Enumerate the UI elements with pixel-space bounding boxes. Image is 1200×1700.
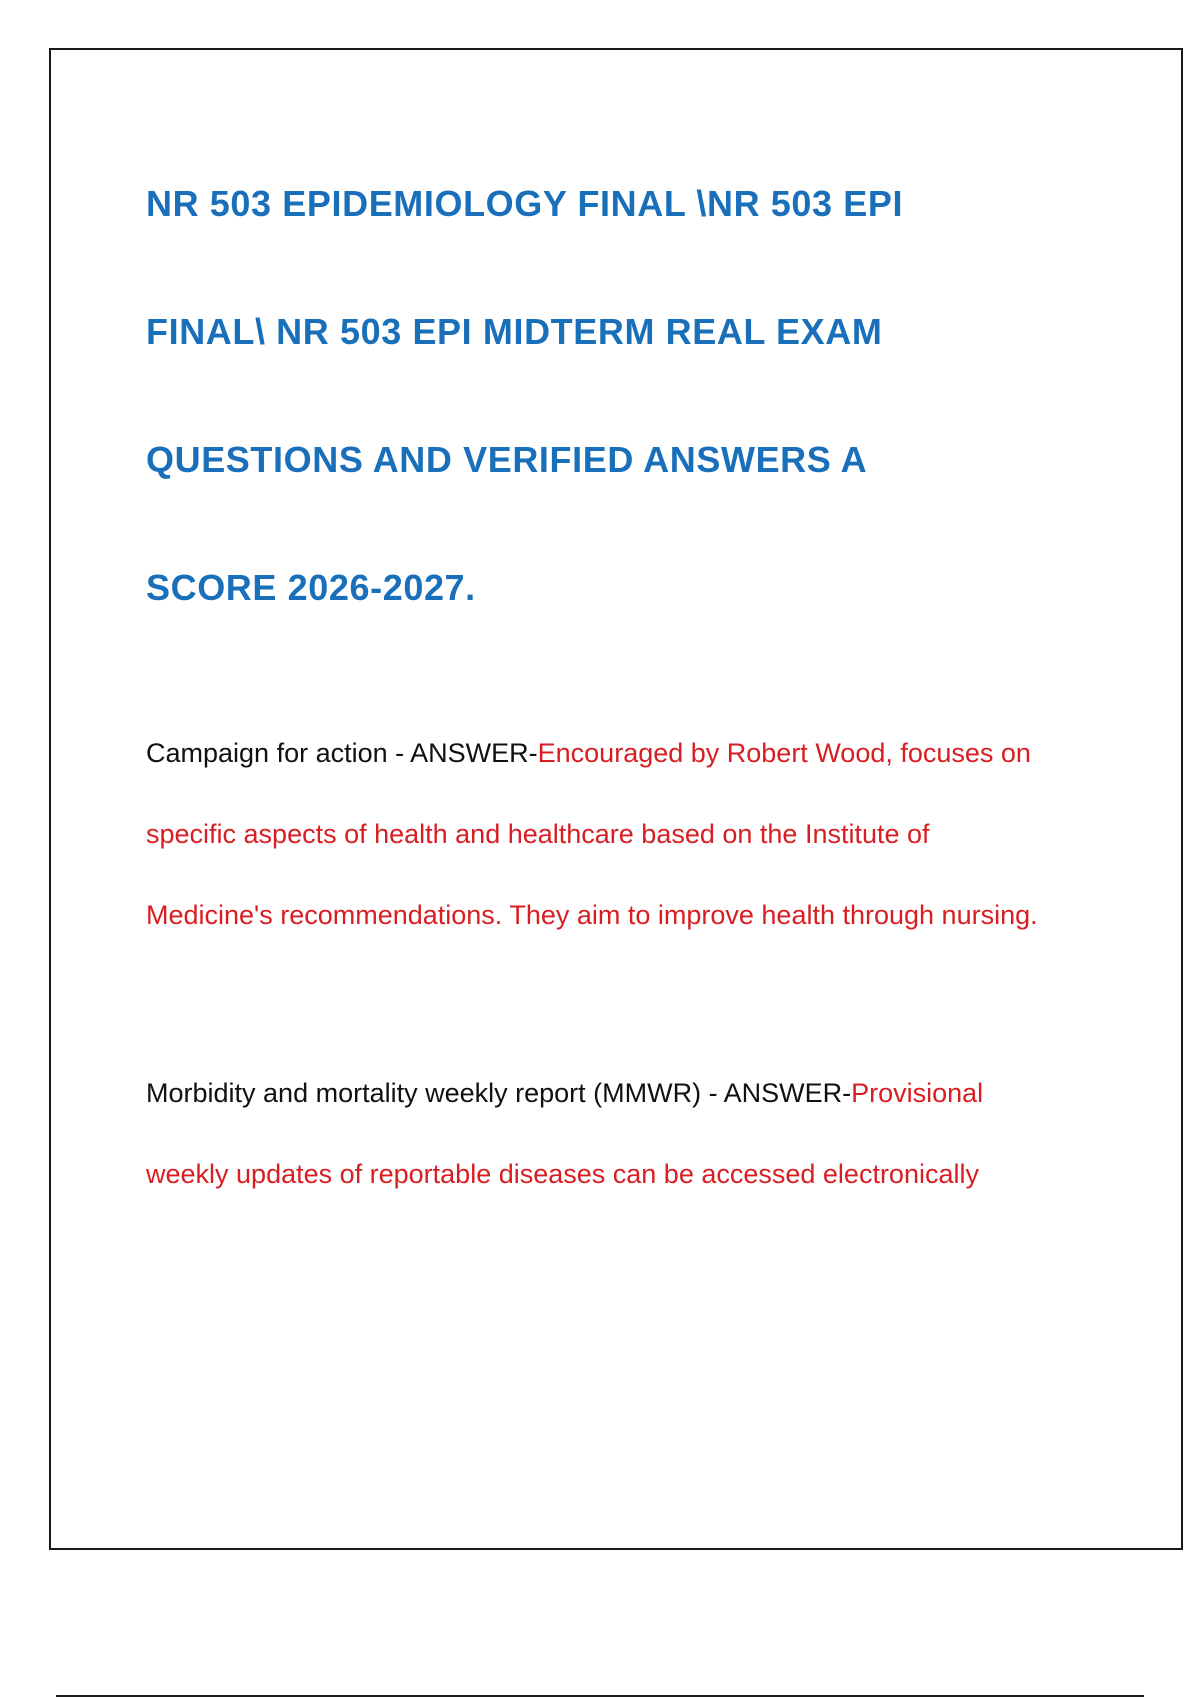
qa-first-line [146, 713, 1146, 794]
answer-text: weekly updates of reportable diseases can be accessed electronically [146, 1159, 979, 1189]
question-text: Morbidity and mortality weekly report (MMWR) - ANSWER- [146, 1078, 852, 1108]
question-text: Campaign for action - ANSWER- [146, 738, 538, 768]
title-line: FINAL\ NR 503 EPI MIDTERM REAL EXAM [146, 311, 883, 352]
qa-first-line [146, 1053, 1146, 1134]
answer-text: Encouraged by Robert Wood, focuses on [537, 738, 1031, 768]
answer-text: specific aspects of health and healthcare based on the Institute of [146, 819, 930, 849]
answer-text: Medicine's recommendations. They aim to improve health through nursing. [146, 900, 1038, 930]
qa-item-mmwr [146, 1053, 1146, 1215]
qa-item-campaign-for-action [146, 713, 1146, 956]
footer-divider [56, 1695, 1144, 1697]
title-line: NR 503 EPIDEMIOLOGY FINAL \NR 503 EPI [146, 183, 904, 224]
answer-text: Provisional [851, 1078, 984, 1108]
document-title [146, 140, 1106, 652]
title-line: QUESTIONS AND VERIFIED ANSWERS A [146, 439, 868, 480]
title-line: SCORE 2026-2027. [146, 567, 476, 608]
